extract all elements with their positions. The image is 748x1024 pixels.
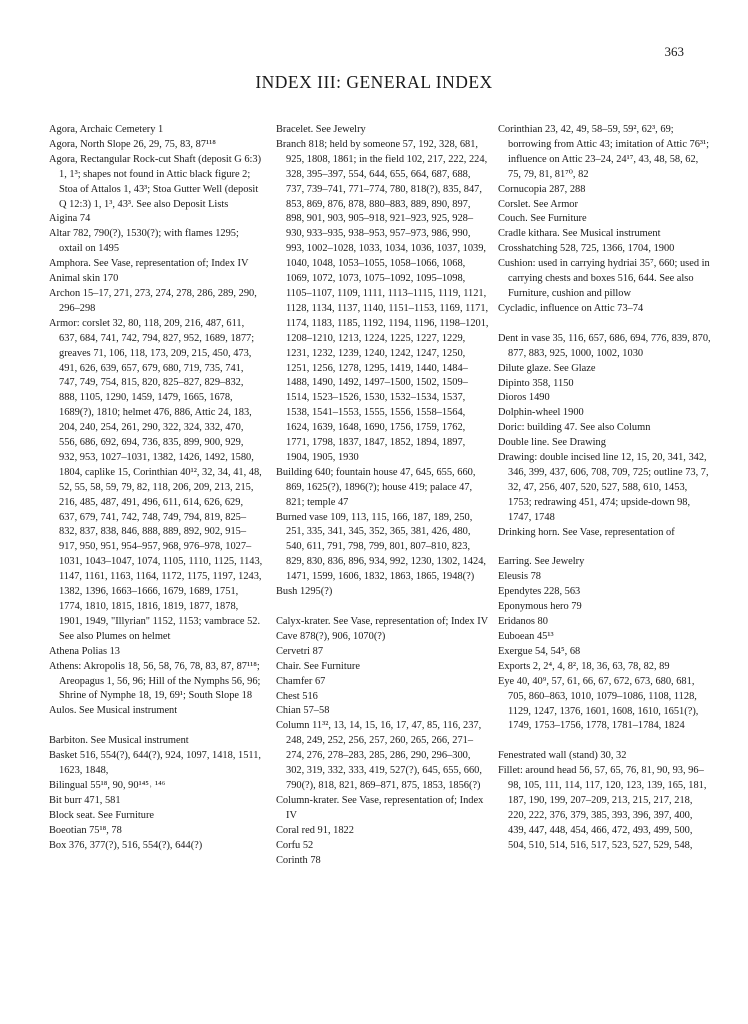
index-entry: Agora, North Slope 26, 29, 75, 83, 87¹¹⁸ (49, 138, 216, 150)
index-entry: Earring. See Jewelry (498, 556, 585, 568)
index-entry: Bracelet. See Jewelry (276, 124, 366, 135)
index-entry: Cycladic, influence on Attic 73–74 (498, 302, 644, 314)
index-entry: Cornucopia 287, 288 (498, 183, 586, 195)
index-column-1 (49, 123, 263, 854)
index-entry: Couch. See Furniture (498, 213, 587, 225)
index-entry: Corfu 52 (276, 839, 314, 851)
index-entry: Basket 516, 554(?), 644(?), 924, 1097, 1418, 1511, 1623, 1848, (49, 750, 262, 777)
index-entry: Crosshatching 528, 725, 1366, 1704, 1900 (498, 243, 675, 255)
index-entry: Athena Polias 13 (49, 645, 120, 657)
index-entry: Chair. See Furniture (276, 660, 360, 672)
index-entry: Block seat. See Furniture (49, 809, 155, 821)
index-entry: Dipinto 358, 1150 (498, 377, 574, 389)
index-entry: Chamfer 67 (276, 675, 326, 687)
index-entry: Eridanos 80 (498, 616, 548, 628)
index-entry: Amphora. See Vase, representation of; Index IV (49, 258, 249, 270)
index-entry: Eleusis 78 (498, 571, 542, 583)
index-entry: Doric: building 47. See also Column (498, 422, 651, 434)
index-entry: Calyx-krater. See Vase, representation of; Index IV (276, 616, 489, 627)
index-entry: Eye 40, 40⁹, 57, 61, 66, 67, 672, 673, 680, 681, 705, 860–863, 1010, 1079–1086, 1108, 1128, 1129, 1247, 1376, 1601, 1608, 1610, 1651(?), 1749, 1753–1756, 1778, 1781–1784, 1824 (498, 675, 699, 732)
index-entry: Corinthian 23, 42, 49, 58–59, 59², 62³, 69; borrowing from Attic 43; imitation of Attic 76³¹; influence on Attic 23–24, 24¹⁷, 43, 48, 58, 62, 75, 79, 81, 81⁷⁰, 82 (498, 124, 710, 180)
index-entry: Euboean 45¹³ (498, 631, 554, 642)
index-entry: Cervetri 87 (276, 645, 324, 657)
index-entry: Chian 57–58 (276, 705, 330, 717)
index-entry: Building 640; fountain house 47, 645, 655, 660, 869, 1625(?), 1896(?); house 419; palace 47, 821; temple 47 (276, 466, 476, 508)
index-entry: Cave 878(?), 906, 1070(?) (276, 630, 386, 642)
index-entry: Boeotian 75¹⁸, 78 (49, 824, 122, 836)
index-entry: Altar 782, 790(?), 1530(?); with flames 1295; oxtail on 1495 (49, 228, 239, 255)
index-entry: Dent in vase 35, 116, 657, 686, 694, 776, 839, 870, 877, 883, 925, 1000, 1002, 1030 (498, 332, 711, 359)
index-entry: Fenestrated wall (stand) 30, 32 (498, 750, 627, 762)
index-entry: Burned vase 109, 113, 115, 166, 187, 189, 250, 251, 335, 341, 345, 352, 365, 381, 426, 480, 540, 611, 791, 798, 799, 801, 807–810, 823, 829, 830, 836, 896, 934, 992, 1230, 1302, 1424, 1471, 1599, 1606, 1832, 1863, 1865, 1948(?) (276, 511, 487, 583)
index-entry: Corinth 78 (276, 854, 321, 866)
index-entry: Fillet: around head 56, 57, 65, 76, 81, 90, 93, 96–98, 105, 111, 114, 117, 120, 123, 139, 165, 181, 187, 190, 199, 207–209, 213, 215, 217, 218, 220, 222, 376, 379, 385, 393, 396, 397, 400, 439, 447, 448, 454, 466, 472, 493, 499, 500, 504, 510, 514, 516, 517, 523, 527, 529, 548, (498, 765, 707, 851)
page-title: INDEX III: GENERAL INDEX (255, 72, 493, 92)
index-entry: Column-krater. See Vase, representation of; Index IV (276, 794, 484, 821)
index-entry: Eponymous hero 79 (498, 601, 582, 613)
index-entry: Aulos. See Musical instrument (49, 705, 178, 717)
index-entry: Corslet. See Armor (498, 198, 578, 210)
page-number: 363 (664, 44, 684, 59)
index-entry: Bilingual 55¹⁸, 90, 90¹⁴⁵˒ ¹⁴⁶ (49, 779, 166, 791)
index-entry: Exergue 54, 54⁵, 68 (498, 645, 581, 657)
section-gap (276, 600, 490, 615)
index-entry: Ependytes 228, 563 (498, 586, 581, 598)
index-entry: Barbiton. See Musical instrument (49, 735, 189, 747)
index-entry: Cradle kithara. See Musical instrument (498, 228, 661, 240)
section-gap (498, 734, 712, 749)
index-entry: Coral red 91, 1822 (276, 824, 354, 836)
index-entry: Dioros 1490 (498, 392, 550, 404)
index-entry: Bush 1295(?) (276, 586, 333, 598)
index-entry: Box 376, 377(?), 516, 554(?), 644(?) (49, 839, 203, 851)
index-entry: Bit burr 471, 581 (49, 794, 121, 806)
index-entry: Dilute glaze. See Glaze (498, 362, 596, 374)
index-entry: Double line. See Drawing (498, 437, 606, 449)
index-entry: Branch 818; held by someone 57, 192, 328, 681, 925, 1808, 1861; in the field 102, 217, 222, 224, 328, 395–397, 554, 644, 655, 664, 687, 688, 737, 739–741, 771–774, 780, 818(?), 835, 847, 853, 869, 876, 878, 880–883, 889, 890, 897, 898, 901, 903, 905–918, 921–923, 925, 928–930, 933–935, 938–953, 957–973, 986, 990, 993, 1002–1028, 1033, 1034, 1036, 1037, 1039, 1040, 1048, 1053–1055, 1058–1066, 1068, 1069, 1072, 1073, 1075–1092, 1095–1098, 1105–1107, 1109, 1111, 1113–1115, 1119, 1121, 1128, 1134, 1137, 1140, 1151–1153, 1169, 1171, 1174, 1183, 1185, 1192, 1194, 1196, 1198–1201, 1208–1210, 1213, 1224, 1225, 1227, 1229, 1231, 1232, 1239, 1240, 1242, 1247, 1250, 1251, 1256, 1278, 1295, 1419, 1440, 1484–1488, 1490, 1492, 1497–1500, 1502, 1509–1514, 1523–1526, 1530, 1532–1534, 1537, 1538, 1541–1553, 1555, 1556, 1558–1564, 1624, 1639, 1648, 1690, 1756, 1759, 1762, 1771, 1798, 1837, 1847, 1852, 1894, 1897, 1904, 1905, 1930 (276, 138, 489, 463)
index-entry: Drinking horn. See Vase, representation of (498, 526, 675, 538)
section-gap (49, 719, 263, 734)
section-gap (498, 317, 712, 332)
index-entry: Chest 516 (276, 690, 318, 702)
index-entry: Aigina 74 (49, 213, 91, 225)
index-entry: Athens: Akropolis 18, 56, 58, 76, 78, 83, 87, 87¹¹⁸; Areopagus 1, 56, 96; Hill of the Nymphs 56, 96; Shrine of Nymphe 18, 19, 69¹; South Slope 18 (49, 660, 261, 702)
index-entry: Drawing: double incised line 12, 15, 20, 341, 342, 346, 399, 437, 606, 708, 709, 725; outline 73, 7, 32, 47, 256, 407, 520, 527, 588, 610, 1453, 1753; redrawing 451, 474; upside-down 98, 1747, 1748 (498, 452, 709, 523)
index-entry: Exports 2, 2⁴, 4, 8², 18, 36, 63, 78, 82, 89 (498, 660, 670, 672)
index-entry: Cushion: used in carrying hydriai 35⁷, 660; used in carrying chests and boxes 516, 644. See also Furniture, cushion and pillow (498, 258, 710, 299)
index-entry: Agora, Rectangular Rock-cut Shaft (deposit G 6:3) 1, 1³; shapes not found in Attic black figure 2; Stoa of Attalos 1, 43³; Stoa Gutter Well (deposit Q 12:3) 1, 1³, 43³. See also Deposit Lists (49, 153, 262, 210)
index-entry: Animal skin 170 (49, 273, 119, 285)
index-entry: Armor: corslet 32, 80, 118, 209, 216, 487, 611, 637, 684, 741, 742, 794, 827, 952, 1689, 1877; greaves 71, 106, 118, 173, 209, 215, 450, 473, 491, 626, 639, 657, 679, 680, 719, 735, 741, 747, 749, 754, 815, 820, 825–827, 829–832, 888, 1105, 1290, 1459, 1479, 1665, 1678, 1689(?), 1810; helmet 476, 886, Attic 24, 183, 204, 240, 254, 261, 290, 322, 324, 332, 470, 556, 686, 692, 694, 736, 835, 899, 900, 929, 932, 953, 1027–1031, 1382, 1426, 1492, 1580, 1804, caplike 15, Corinthian 40¹², 32, 34, 41, 48, 52, 55, 58, 59, 79, 82, 118, 206, 209, 213, 215, 216, 485, 487, 491, 496, 611, 614, 626, 629, 637, 679, 741, 742, 748, 749, 794, 819, 825–832, 837, 838, 846, 888, 889, 892, 902, 915–917, 950, 951, 954–957, 968, 976–978, 1027–1031, 1043–1047, 1074, 1105, 1110, 1125, 1143, 1147, 1161, 1163, 1164, 1172, 1175, 1197, 1243, 1382, 1396, 1663–1666, 1679, 1689, 1751, 1774, 1810, 1815, 1816, 1819, 1877, 1878, 1901, 1949, "Illyrian" 1152, 1153; vambrace 52. See also Plumes on helmet (49, 317, 263, 642)
index-entry: Dolphin-wheel 1900 (498, 407, 584, 419)
index-column-3 (498, 123, 712, 854)
index-entry: Agora, Archaic Cemetery 1 (49, 124, 164, 135)
index-entry: Archon 15–17, 271, 273, 274, 278, 286, 289, 290, 296–298 (49, 287, 257, 314)
index-column-2 (276, 123, 490, 868)
section-gap (498, 540, 712, 555)
index-entry: Column 11³², 13, 14, 15, 16, 17, 47, 85, 116, 237, 248, 249, 252, 256, 257, 260, 265, 266, 271–274, 276, 278–283, 285, 286, 290, 296–300, 302, 319, 332, 333, 419, 527(?), 645, 655, 660, 790(?), 818, 821, 869–871, 875, 1853, 1856(?) (276, 720, 482, 791)
